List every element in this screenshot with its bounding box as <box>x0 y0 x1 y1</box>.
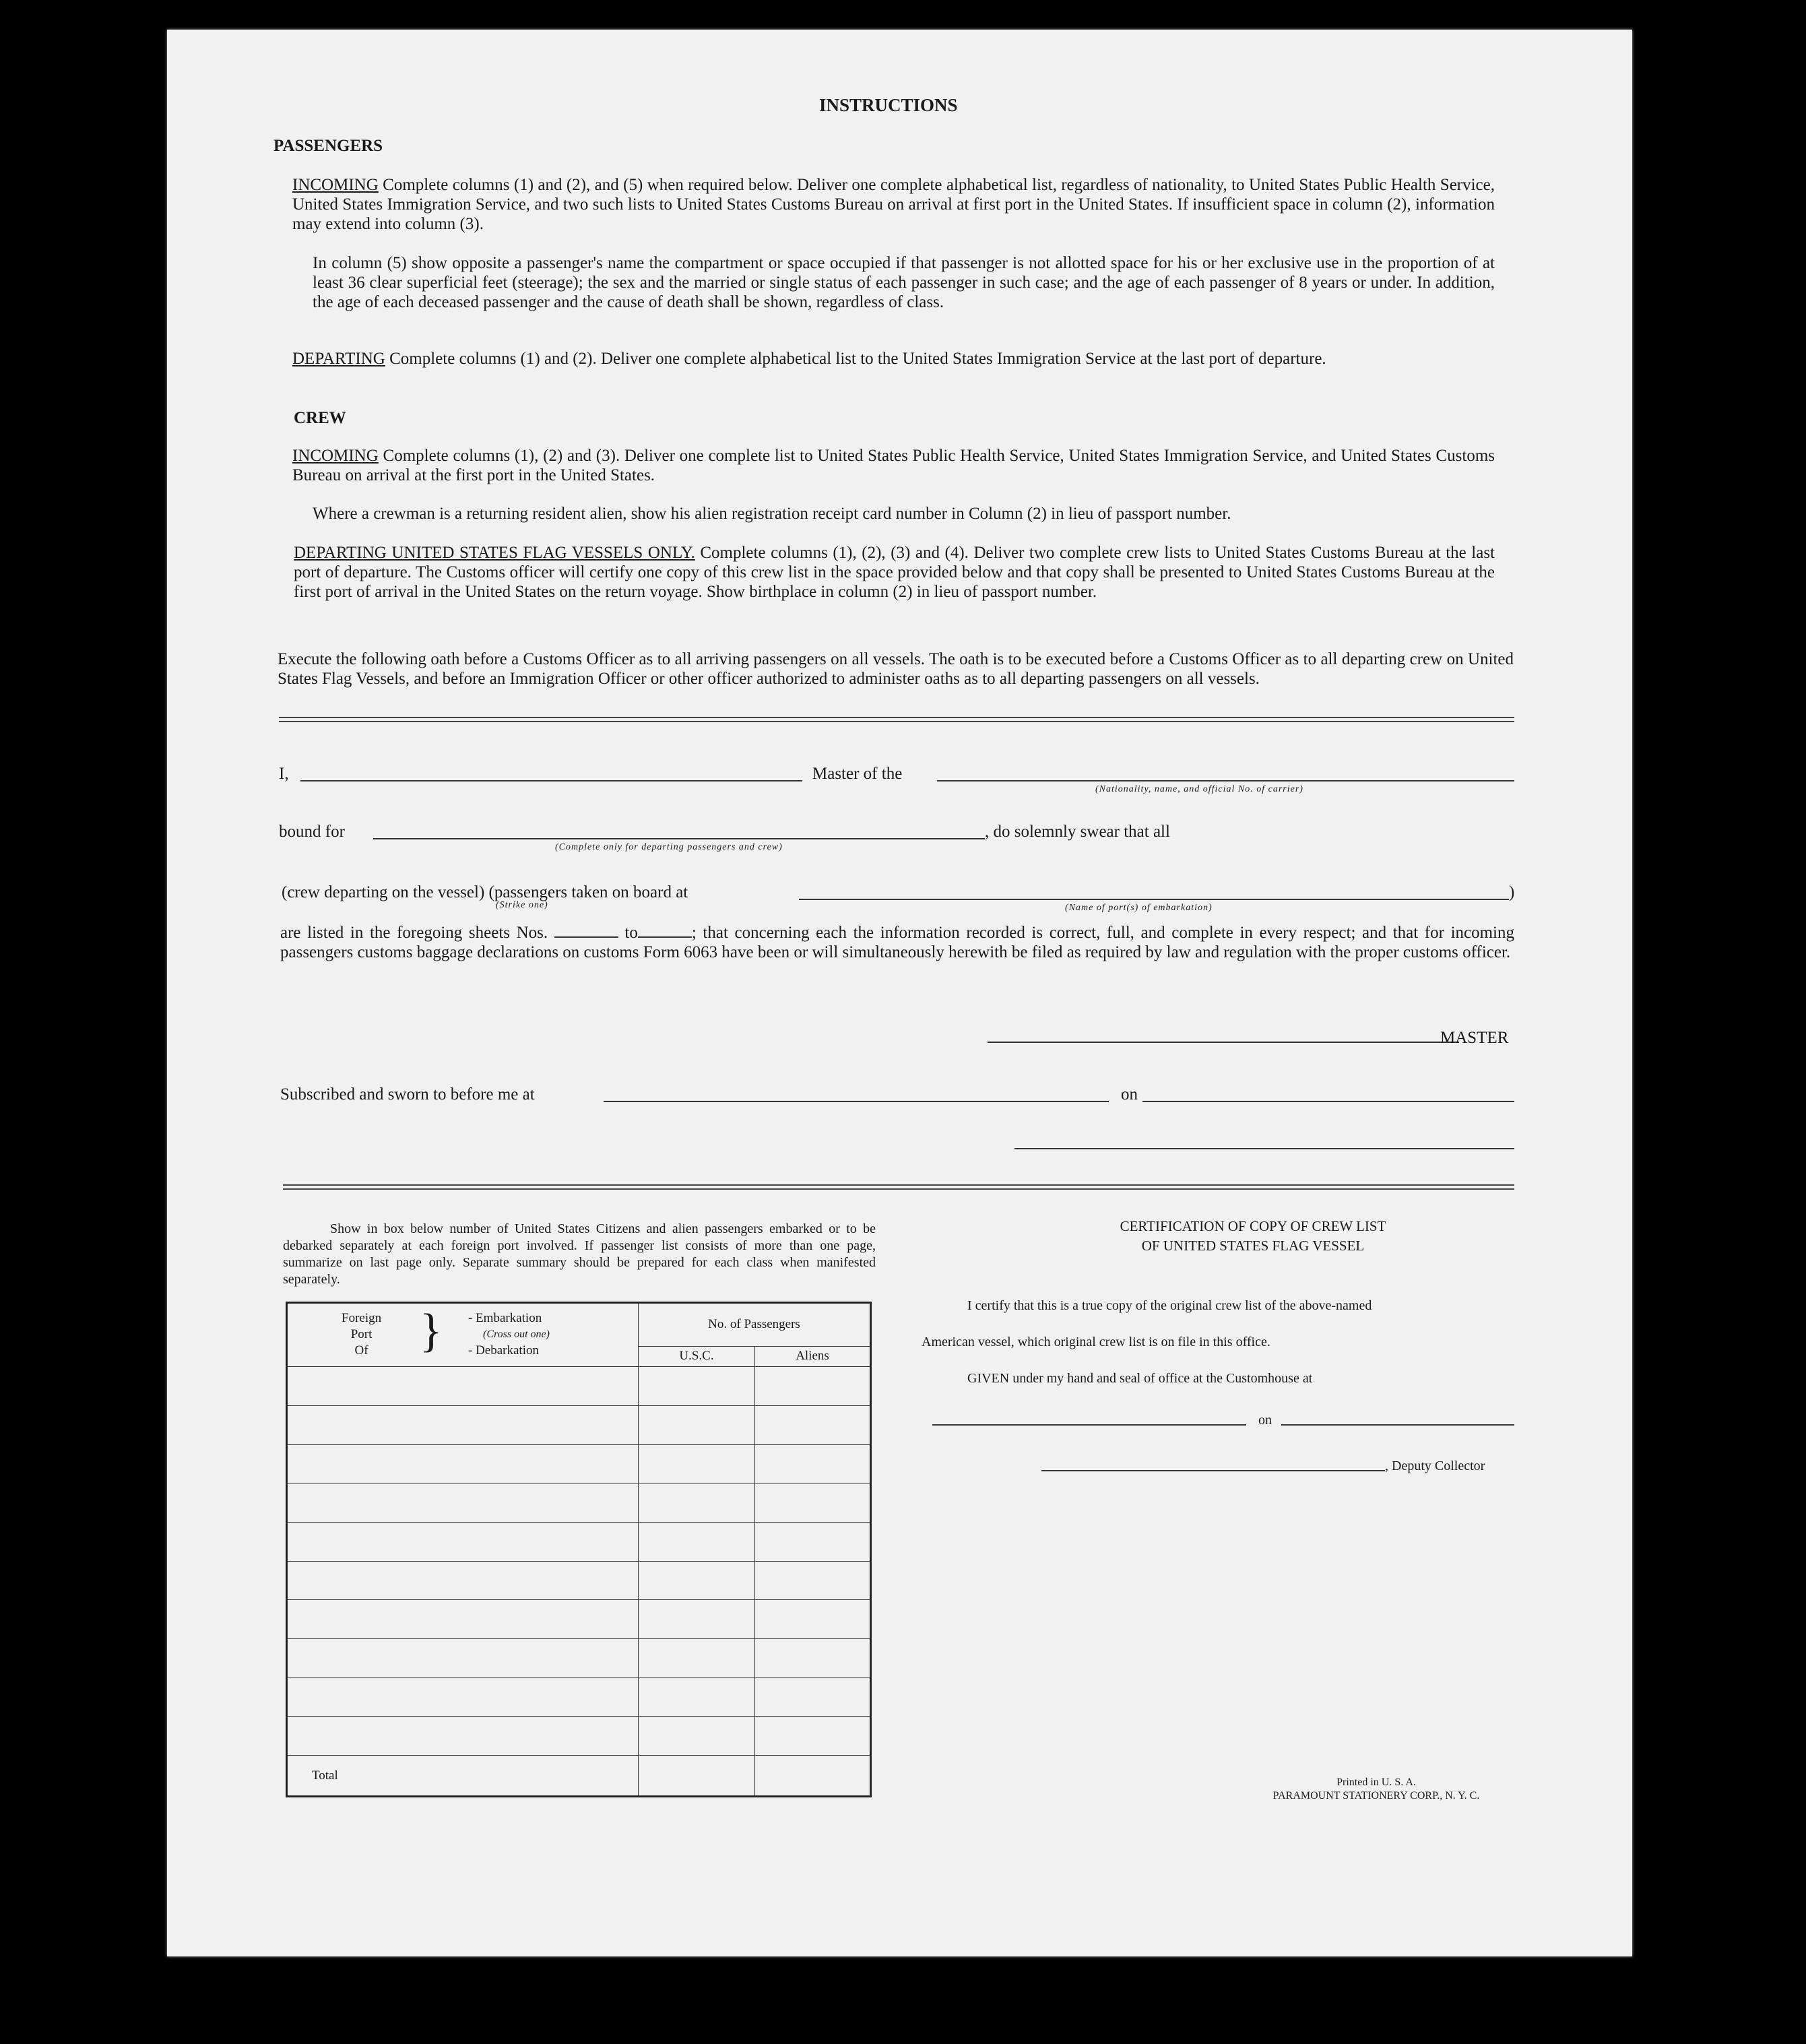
aliens-cell[interactable] <box>755 1600 871 1639</box>
customhouse-line[interactable] <box>932 1424 1246 1426</box>
passengers-departing-label: DEPARTING <box>292 350 385 368</box>
deputy-collector-label: , Deputy Collector <box>1385 1459 1485 1473</box>
subscribed-date-line[interactable] <box>1142 1101 1514 1102</box>
subscribed-on-label: on <box>1121 1085 1138 1104</box>
usc-cell[interactable] <box>639 1678 755 1717</box>
passengers-departing-text: Complete columns (1) and (2). Deliver one complete alphabetical list to the United States Immigration Service at the last port of departure. <box>389 350 1326 368</box>
of-label: Of <box>354 1343 368 1358</box>
embarkation-port-line[interactable] <box>799 899 1509 900</box>
usc-cell[interactable] <box>639 1639 755 1678</box>
foreign-label: Foreign <box>342 1311 382 1325</box>
master-of-the-label: Master of the <box>812 765 903 783</box>
total-label: Total <box>287 1756 639 1797</box>
crew-incoming <box>292 446 1495 485</box>
port-cell[interactable] <box>287 1717 639 1756</box>
usc-header: U.S.C. <box>639 1346 755 1366</box>
passengers-incoming-label: INCOMING <box>292 176 379 194</box>
bound-caption: (Complete only for departing passengers and crew) <box>555 842 783 852</box>
officer-signature-line[interactable] <box>1014 1148 1514 1149</box>
port-label: Port <box>350 1327 373 1341</box>
port-cell[interactable] <box>287 1678 639 1717</box>
summary-instructions: Show in box below number of United States Citizens and alien passengers embarked or to be debarked separately at each foreign port involved. If passenger list consists of more than one page, summarize on last page only. Separate summary should be prepared for each class when manifested separately. <box>283 1221 876 1287</box>
subscribed-place-line[interactable] <box>604 1101 1109 1102</box>
aliens-cell[interactable] <box>755 1444 871 1483</box>
crew-departing-text: Complete columns (1), (2), (3) and (4). Deliver two complete crew lists to United States Customs Bureau at the last port of departure. The Customs officer will certify one copy of this crew list in the space provided below and that copy shall be presented to United States Customs Bureau at the first port of arrival in the United States on the return voyage. Show birthplace in column (2) in lieu of passport number. <box>294 544 1495 601</box>
usc-cell[interactable] <box>639 1522 755 1561</box>
certification-title <box>1051 1217 1455 1256</box>
aliens-cell[interactable] <box>755 1717 871 1756</box>
embark-options <box>468 1310 550 1359</box>
crew-departing-label: DEPARTING UNITED STATES FLAG VESSELS ONLY. <box>294 544 695 562</box>
passengers-incoming <box>292 175 1495 234</box>
swear-text: , do solemnly swear that all <box>985 823 1170 841</box>
port-caption: (Name of port(s) of embarkation) <box>1065 903 1213 913</box>
aliens-cell[interactable] <box>755 1367 871 1406</box>
aliens-cell[interactable] <box>755 1678 871 1717</box>
crew-departing-text-oath: (crew departing on the vessel) (passengers taken on board at <box>282 883 688 901</box>
debarkation-label: - Debarkation <box>468 1343 539 1358</box>
crew-incoming-label: INCOMING <box>292 447 379 465</box>
port-cell[interactable] <box>287 1600 639 1639</box>
crew-resident-text: Where a crewman is a returning resident alien, show his alien registration receipt card number in Column (2) in lieu of passport number. <box>313 505 1231 523</box>
port-cell[interactable] <box>287 1522 639 1561</box>
deputy-signature-line[interactable] <box>1041 1470 1385 1471</box>
strike-caption: (Strike one) <box>496 900 548 910</box>
usc-cell[interactable] <box>639 1367 755 1406</box>
passengers-heading: PASSENGERS <box>273 137 383 155</box>
certify-line2: American vessel, which original crew list is on file in this office. <box>922 1335 1270 1349</box>
embarkation-label: - Embarkation <box>468 1311 542 1325</box>
passengers-column5-text: In column (5) show opposite a passenger's name the compartment or space occupied if that passenger is not allotted space for his or her exclusive use in the proportion of at least 36 clear superficial feet (steerage); the sex and the married or single status of each passenger in such case; and the age of each passenger of 8 years or under. In addition, the age of each deceased passenger and the cause of death shall be shown, regardless of class. <box>313 254 1495 311</box>
usc-total-cell[interactable] <box>639 1756 755 1797</box>
cross-out-label: (Cross out one) <box>483 1329 550 1340</box>
master-name-line[interactable] <box>300 780 802 781</box>
aliens-cell[interactable] <box>755 1639 871 1678</box>
certification-title-line2: OF UNITED STATES FLAG VESSEL <box>1141 1238 1365 1254</box>
usc-cell[interactable] <box>639 1600 755 1639</box>
bound-for-label: bound for <box>279 823 345 841</box>
printer-credit <box>1225 1776 1528 1803</box>
carrier-caption: (Nationality, name, and official No. of carrier) <box>1095 784 1303 794</box>
oath-intro: Execute the following oath before a Customs Officer as to all arriving passengers on all vessels. The oath is to be executed before a Customs Officer as to all departing crew on United States Flag Vessels, and before an Immigration Officer or other officer authorized to administer oaths as to all departing passengers on all vessels. <box>278 650 1514 688</box>
aliens-cell[interactable] <box>755 1522 871 1561</box>
subscribed-label: Subscribed and sworn to before me at <box>280 1085 535 1104</box>
usc-cell[interactable] <box>639 1717 755 1756</box>
aliens-cell[interactable] <box>755 1483 871 1523</box>
passengers-departing <box>292 349 1495 369</box>
crew-incoming-text: Complete columns (1), (2) and (3). Deliver one complete list to United States Public Health Service, United States Immigration Service, and United States Customs Bureau on arrival at the first port in the United States. <box>292 447 1495 484</box>
port-cell[interactable] <box>287 1561 639 1600</box>
bound-for-line[interactable] <box>373 838 985 839</box>
certification-title-line1: CERTIFICATION OF COPY OF CREW LIST <box>1120 1218 1386 1234</box>
summary-table <box>286 1302 872 1797</box>
listed-text-1: are listed in the foregoing sheets Nos. <box>280 924 548 942</box>
aliens-cell[interactable] <box>755 1405 871 1444</box>
foreign-port-of <box>342 1310 381 1359</box>
no-of-passengers-header: No. of Passengers <box>639 1303 871 1347</box>
port-cell[interactable] <box>287 1639 639 1678</box>
usc-cell[interactable] <box>639 1483 755 1523</box>
crew-heading: CREW <box>294 409 346 427</box>
port-cell[interactable] <box>287 1444 639 1483</box>
divider <box>283 1184 1514 1190</box>
port-header-cell <box>287 1303 639 1367</box>
form-page <box>167 30 1632 1956</box>
aliens-header: Aliens <box>755 1346 871 1366</box>
sheet-to-line[interactable] <box>638 923 692 938</box>
listed-paragraph <box>280 923 1514 962</box>
cert-on-label: on <box>1258 1413 1272 1428</box>
oath-i-label: I, <box>279 765 289 783</box>
master-label: MASTER <box>1440 1029 1509 1047</box>
close-paren: ) <box>1509 883 1515 901</box>
sheet-from-line[interactable] <box>554 923 618 938</box>
brace-icon: } <box>420 1305 443 1357</box>
printed-in-usa: Printed in U. S. A. <box>1336 1777 1416 1788</box>
master-signature-line[interactable] <box>988 1042 1459 1043</box>
crew-departing <box>294 543 1495 602</box>
divider <box>279 717 1514 722</box>
usc-cell[interactable] <box>639 1444 755 1483</box>
port-cell[interactable] <box>287 1483 639 1523</box>
printer-name: PARAMOUNT STATIONERY CORP., N. Y. C. <box>1272 1790 1480 1801</box>
certify-line1: I certify that this is a true copy of the original crew list of the above-named <box>967 1298 1372 1313</box>
cert-date-line[interactable] <box>1281 1424 1514 1426</box>
aliens-total-cell[interactable] <box>755 1756 871 1797</box>
port-cell[interactable] <box>287 1405 639 1444</box>
usc-cell[interactable] <box>639 1561 755 1600</box>
passengers-incoming-text: Complete columns (1) and (2), and (5) when required below. Deliver one complete alphabetical list, regardless of nationality, to United States Public Health Service, United States Immigration Service, and two such lists to United States Customs Bureau on arrival at first port in the United States. If insufficient space in column (2), information may extend into column (3). <box>292 176 1495 233</box>
page-title: INSTRUCTIONS <box>819 95 958 115</box>
listed-text-2: ; that concerning each the information recorded is correct, full, and complete in every respect; and that for incoming passengers customs baggage declarations on customs Form 6063 have been or will simultaneously herewith be filed as required by law and regulation with the proper customs officer. <box>280 924 1515 961</box>
aliens-cell[interactable] <box>755 1561 871 1600</box>
listed-to: to <box>624 924 638 942</box>
port-cell[interactable] <box>287 1367 639 1406</box>
carrier-line[interactable] <box>937 780 1514 781</box>
given-text: GIVEN under my hand and seal of office at the Customhouse at <box>967 1371 1313 1386</box>
usc-cell[interactable] <box>639 1405 755 1444</box>
